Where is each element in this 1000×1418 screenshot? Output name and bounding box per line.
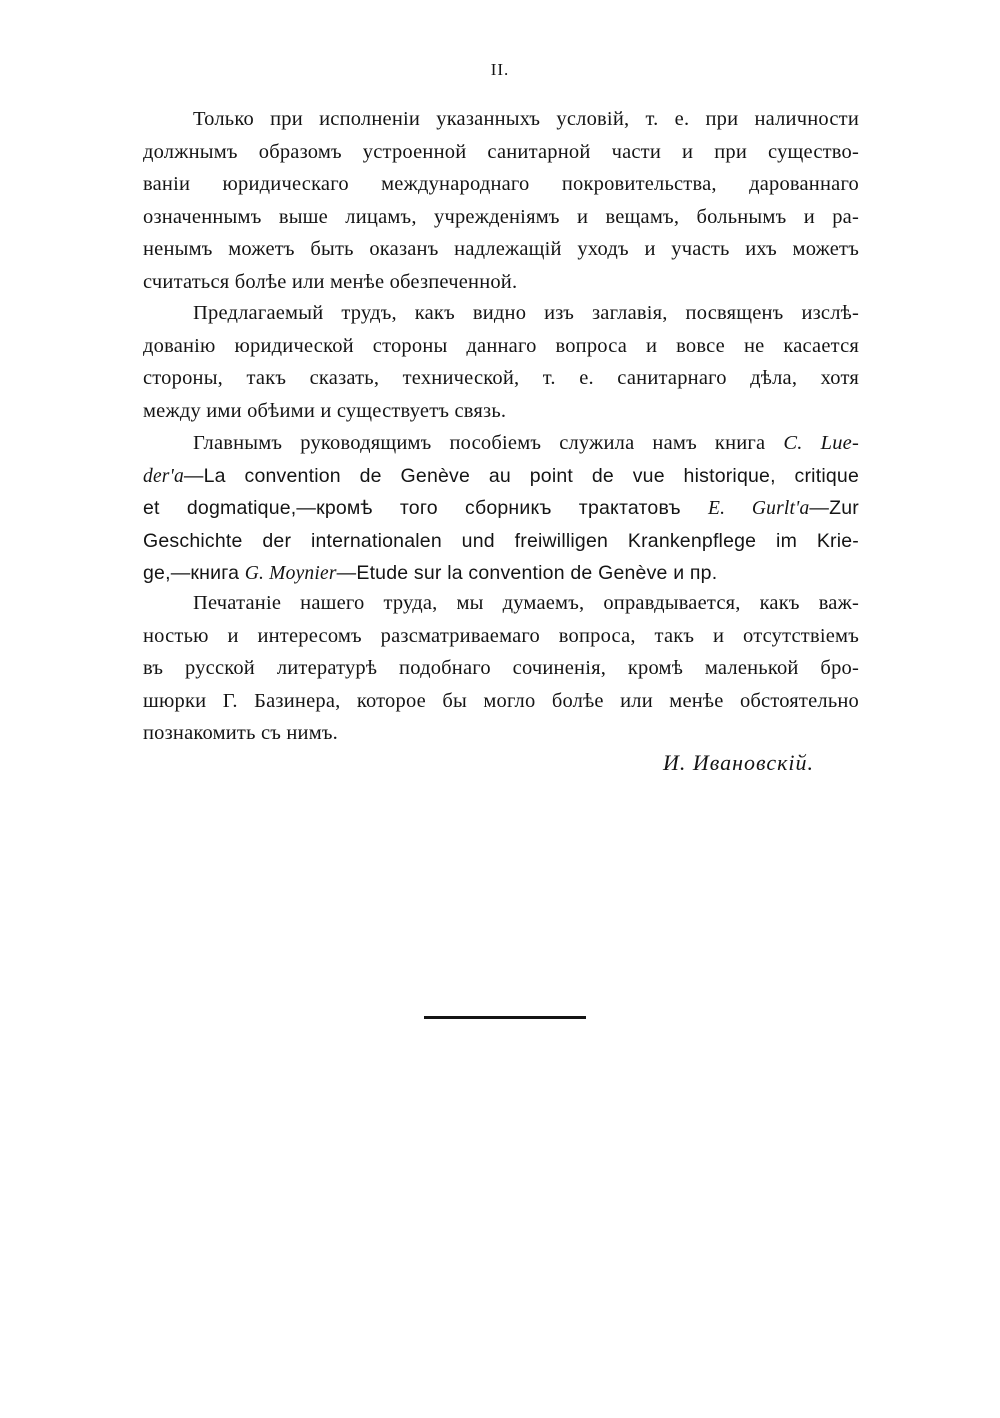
text-line: шюрки Г. Базинера, которое бы могло болѣе или менѣе обстоятельно [143, 689, 859, 712]
text-segment: Главнымъ руководящимъ пособіемъ служила намъ книга [193, 432, 784, 454]
text-line: между ими обѣими и существуетъ связь. [143, 399, 507, 422]
text-line: въ русской литературѣ подобнаго сочиненія, кромѣ маленькой бро- [143, 657, 859, 679]
text-line: должнымъ образомъ устроенной санитарной части и при существо- [143, 140, 859, 163]
paragraph-proposed-work [143, 297, 859, 427]
text-line: ваніи юридическаго международнаго покровительства, дарованнаго [143, 173, 859, 195]
text-line: Geschichte der internationalen und freiwilligen Krankenpflege im Krie- [143, 529, 859, 552]
text-line [143, 557, 859, 590]
text-segment: ge,—книга [143, 562, 245, 584]
author-name: der'a [143, 465, 184, 487]
author-name: E. Gurlt'a [707, 498, 810, 519]
text-segment: —Zur [809, 497, 859, 519]
section-divider [424, 1016, 586, 1019]
author-signature: И. Ивановскій. [662, 750, 814, 775]
text-line: ненымъ можетъ быть оказанъ надлежащій уходъ и участь ихъ можетъ [143, 238, 859, 260]
paragraph-conditions [143, 103, 859, 298]
text-line: Печатаніе нашего труда, мы думаемъ, оправдывается, какъ важ- [193, 592, 859, 614]
book-title: —La convention de Genève au point de vue historique, critique [183, 464, 859, 487]
text-line: познакомить съ нимъ. [143, 722, 339, 744]
text-line: Предлагаемый трудъ, какъ видно изъ заглавія, посвященъ изслѣ- [193, 302, 859, 324]
text-line: дованію юридической стороны даннаго вопроса и вовсе не касается [143, 334, 859, 357]
paragraph-sources [143, 427, 859, 590]
text-line [143, 492, 859, 525]
text-line [143, 460, 859, 493]
author-name: G. Moynier [244, 563, 337, 584]
text-line [143, 427, 859, 460]
paragraph-publication [143, 587, 859, 750]
text-line: ностью и интересомъ разсматриваемаго вопроса, такъ и отсутствіемъ [143, 624, 859, 647]
book-title: —Etude sur la convention de Genève и пр. [336, 562, 718, 584]
page-number: II. [490, 60, 510, 79]
text-segment: et dogmatique,—кромѣ того сборникъ трактатовъ [143, 497, 708, 519]
text-line: означеннымъ выше лицамъ, учрежденіямъ и вещамъ, больнымъ и ра- [143, 205, 859, 228]
text-line: стороны, такъ сказать, технической, т. е. санитарнаго дѣла, хотя [143, 367, 859, 389]
text-line: считаться болѣе или менѣе обезпеченной. [143, 270, 518, 293]
text-line: Только при исполненіи указанныхъ условій, т. е. при наличности [193, 108, 859, 130]
author-name: C. Lue- [783, 432, 859, 454]
